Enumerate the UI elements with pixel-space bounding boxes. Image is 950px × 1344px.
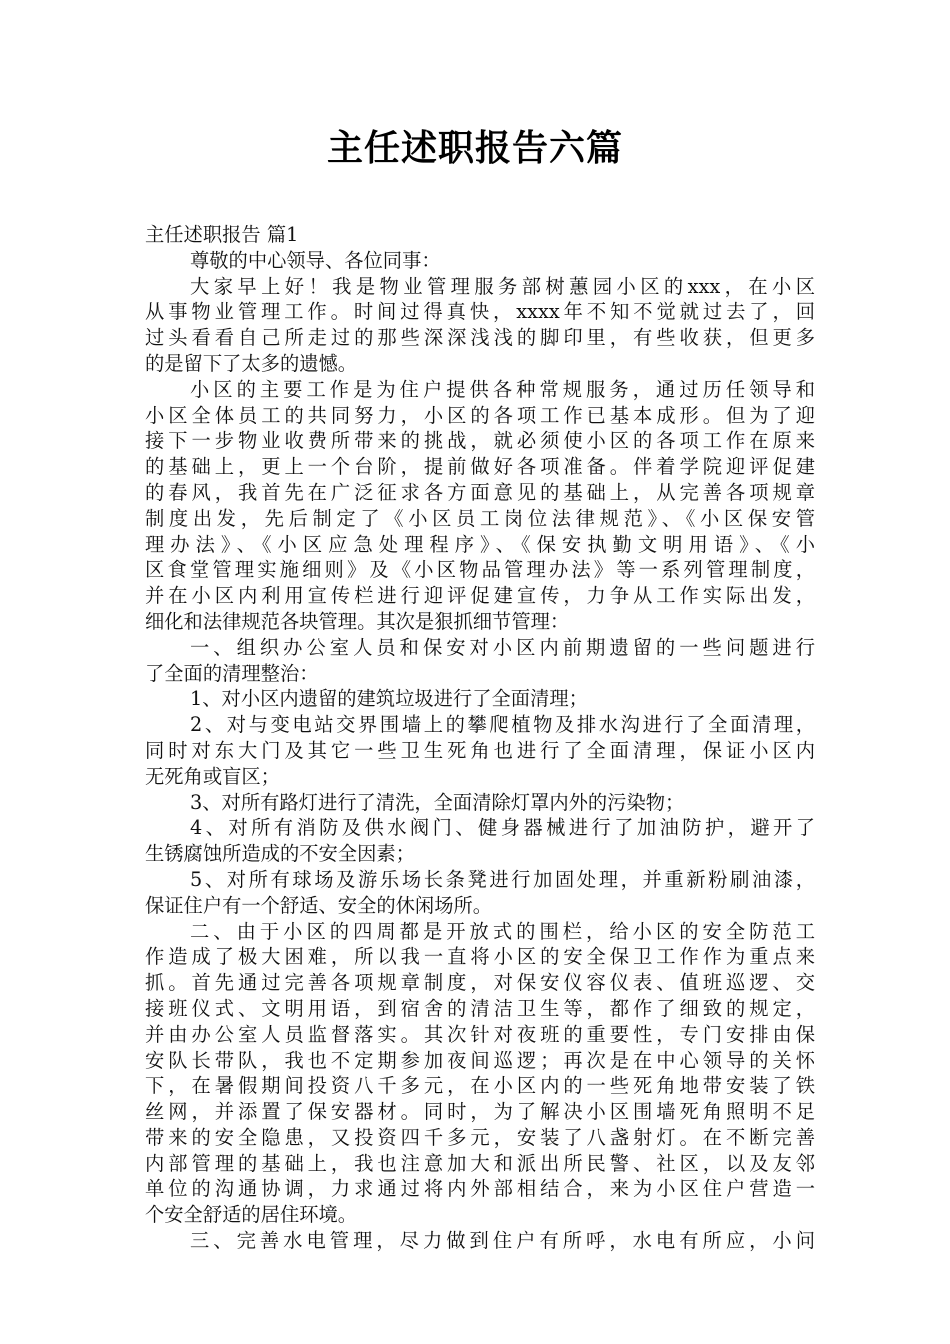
body-line: 区食堂管理实施细则》及《小区物品管理办法》等一系列管理制度， xyxy=(145,558,815,582)
body-line: 同时对东大门及其它一些卫生死角也进行了全面清理，保证小区内 xyxy=(145,738,815,762)
body-line: 的是留下了太多的遗憾。 xyxy=(145,351,358,375)
body-line: 丝网，并添置了保安器材。同时，为了解决小区围墙死角照明不足 xyxy=(145,1100,815,1124)
body-line: 安队长带队，我也不定期参加夜间巡逻；再次是在中心领导的关怀 xyxy=(145,1048,815,1072)
body-line: 内部管理的基础上，我也注意加大和派出所民警、社区，以及友邻 xyxy=(145,1151,815,1175)
body-line: 细化和法律规范各块管理。其次是狠抓细节管理： xyxy=(145,609,570,633)
body-line: 并在小区内利用宣传栏进行迎评促建宣传，力争从工作实际出发， xyxy=(145,584,815,608)
body-line: 并由办公室人员监督落实。其次针对夜班的重要性，专门安排由保 xyxy=(145,1022,815,1046)
body-line: 无死角或盲区； xyxy=(145,764,280,788)
body-line: 理办法》、《小区应急处理程序》、《保安执勤文明用语》、《小 xyxy=(145,532,815,556)
body-line: 从事物业管理工作。时间过得真快，xxxx年不知不觉就过去了，回 xyxy=(145,300,815,324)
body-line: 单位的沟通协调，力求通过将内外部相结合，来为小区住户营造一 xyxy=(145,1177,815,1201)
body-line: 接下一步物业收费所带来的挑战，就必须使小区的各项工作在原来 xyxy=(145,429,815,453)
body-line: 接班仪式、文明用语，到宿舍的清洁卫生等，都作了细致的规定， xyxy=(145,996,815,1020)
body-line: 作造成了极大困难，所以我一直将小区的安全保卫工作作为重点来 xyxy=(145,945,815,969)
section-heading: 主任述职报告 篇1 xyxy=(145,223,299,246)
body-line: 了全面的清理整治： xyxy=(145,661,319,685)
body-line: 一、组织办公室人员和保安对小区内前期遗留的一些问题进行 xyxy=(190,635,815,659)
body-line: 尊敬的中心领导、各位同事： xyxy=(190,248,441,272)
document-title: 主任述职报告六篇 xyxy=(326,128,623,169)
body-line: 1、对小区内遗留的建筑垃圾进行了全面清理； xyxy=(190,687,588,711)
body-line: 2、对与变电站交界围墙上的攀爬植物及排水沟进行了全面清理， xyxy=(190,713,815,737)
body-line: 3、对所有路灯进行了清洗，全面清除灯罩内外的污染物； xyxy=(190,790,685,814)
body-line: 生锈腐蚀所造成的不安全因素； xyxy=(145,842,415,866)
body-line: 小区的主要工作是为住户提供各种常规服务，通过历任领导和 xyxy=(190,377,815,401)
body-line: 的春风，我首先在广泛征求各方面意见的基础上，从完善各项规章 xyxy=(145,480,815,504)
body-line: 过头看看自己所走过的那些深深浅浅的脚印里，有些收获，但更多 xyxy=(145,326,815,350)
body-line: 三、完善水电管理，尽力做到住户有所呼，水电有所应，小问 xyxy=(190,1229,815,1253)
body-line: 抓。首先通过完善各项规章制度，对保安仪容仪表、值班巡逻、交 xyxy=(145,971,815,995)
body-line: 大家早上好！我是物业管理服务部树蕙园小区的xxx，在小区 xyxy=(190,274,815,298)
body-line: 4、对所有消防及供水阀门、健身器械进行了加油防护，避开了 xyxy=(190,816,815,840)
body-line: 带来的安全隐患，又投资四千多元，安装了八盏射灯。在不断完善 xyxy=(145,1125,815,1149)
body-line: 小区全体员工的共同努力，小区的各项工作已基本成形。但为了迎 xyxy=(145,403,815,427)
body-line: 下，在暑假期间投资八千多元，在小区内的一些死角地带安装了铁 xyxy=(145,1074,815,1098)
body-line: 保证住户有一个舒适、安全的休闲场所。 xyxy=(145,893,493,917)
body-line: 5、对所有球场及游乐场长条凳进行加固处理，并重新粉刷油漆， xyxy=(190,867,815,891)
body-line: 制度出发，先后制定了《小区员工岗位法律规范》、《小区保安管 xyxy=(145,506,815,530)
body-line: 个安全舒适的居住环境。 xyxy=(145,1203,358,1227)
body-line: 二、由于小区的四周都是开放式的围栏，给小区的安全防范工 xyxy=(190,919,815,943)
document-body xyxy=(145,222,815,1254)
body-line: 的基础上，更上一个台阶，提前做好各项准备。伴着学院迎评促建 xyxy=(145,455,815,479)
